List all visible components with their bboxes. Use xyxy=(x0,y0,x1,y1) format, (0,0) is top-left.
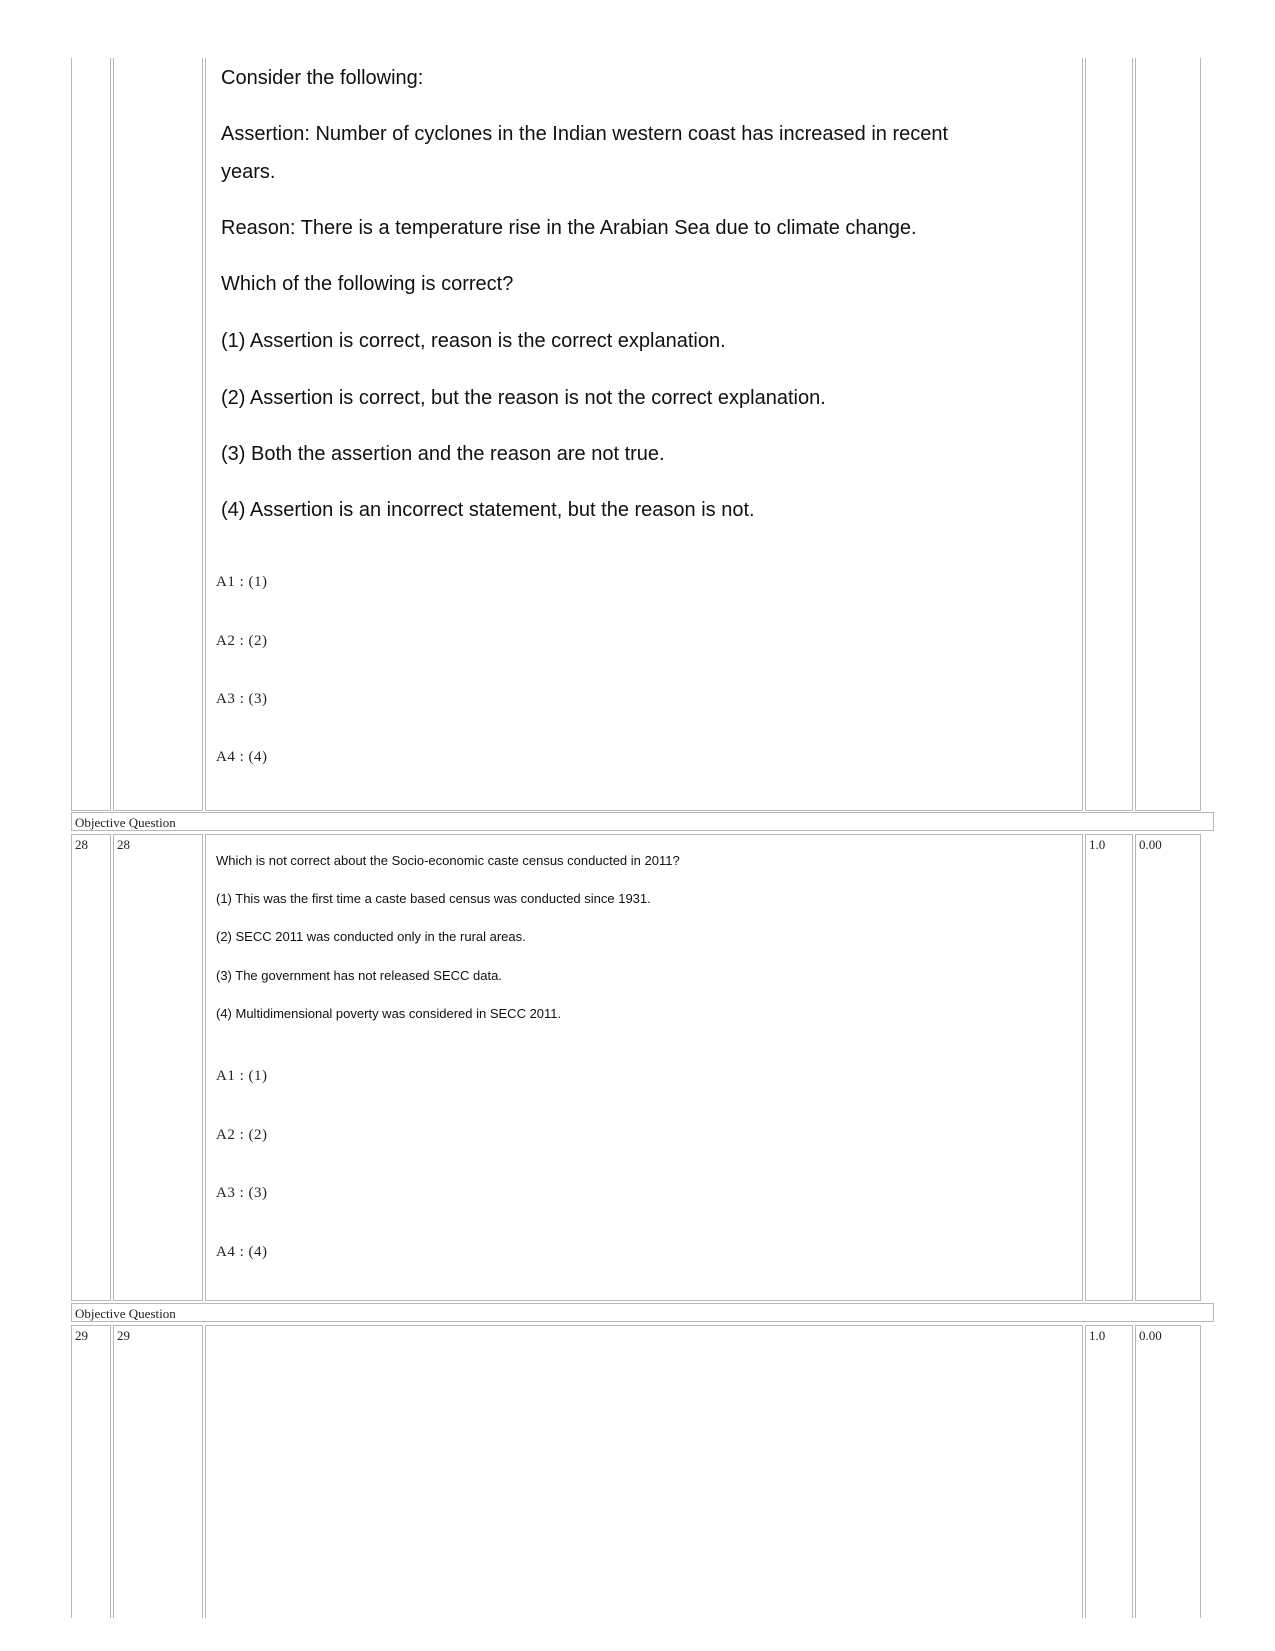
q28-stem: Which is not correct about the Socio-economic caste census conducted in 2011? xyxy=(216,853,680,868)
q27-option-2: (2) Assertion is correct, but the reason is not the correct explanation. xyxy=(221,387,826,409)
section-label-objective-question-2: Objective Question xyxy=(71,1303,1214,1322)
q29-number-cell: 29 xyxy=(113,1325,203,1618)
q27-answer-4: A4 : (4) xyxy=(216,749,268,765)
q27-negative-cell xyxy=(1135,58,1201,811)
q29-serial-cell: 29 xyxy=(71,1325,111,1618)
q27-option-3: (3) Both the assertion and the reason are not true. xyxy=(221,443,665,465)
q27-line-5: Which of the following is correct? xyxy=(221,273,514,295)
q28-marks-cell: 1.0 xyxy=(1085,834,1133,1301)
q27-marks-cell xyxy=(1085,58,1133,811)
q28-option-3: (3) The government has not released SECC data. xyxy=(216,968,502,983)
q27-question-cell xyxy=(205,58,1083,811)
q27-line-3: years. xyxy=(221,161,276,183)
q27-serial-cell xyxy=(71,58,111,811)
q28-answer-2: A2 : (2) xyxy=(216,1127,268,1143)
q28-option-4: (4) Multidimensional poverty was considered in SECC 2011. xyxy=(216,1006,562,1021)
q28-negative-cell: 0.00 xyxy=(1135,834,1201,1301)
q28-serial-cell: 28 xyxy=(71,834,111,1301)
q27-option-4: (4) Assertion is an incorrect statement, but the reason is not. xyxy=(221,499,755,521)
q27-line-2: Assertion: Number of cyclones in the Indian western coast has increased in recent xyxy=(221,123,949,145)
q29-negative-cell: 0.00 xyxy=(1135,1325,1201,1618)
q28-option-1: (1) This was the first time a caste based census was conducted since 1931. xyxy=(216,891,651,906)
q28-answer-4: A4 : (4) xyxy=(216,1244,268,1260)
q27-answer-2: A2 : (2) xyxy=(216,633,268,649)
q27-answer-1: A1 : (1) xyxy=(216,574,268,590)
q27-line-1: Consider the following: xyxy=(221,67,424,89)
q28-answer-1: A1 : (1) xyxy=(216,1068,268,1084)
q28-answer-3: A3 : (3) xyxy=(216,1185,268,1201)
q27-number-cell xyxy=(113,58,203,811)
q28-number-cell: 28 xyxy=(113,834,203,1301)
q27-option-1: (1) Assertion is correct, reason is the correct explanation. xyxy=(221,330,726,352)
q28-option-2: (2) SECC 2011 was conducted only in the rural areas. xyxy=(216,929,526,944)
section-label-objective-question-1: Objective Question xyxy=(71,812,1214,831)
q27-answer-3: A3 : (3) xyxy=(216,691,268,707)
q29-marks-cell: 1.0 xyxy=(1085,1325,1133,1618)
q28-question-cell xyxy=(205,834,1083,1301)
q29-question-cell xyxy=(205,1325,1083,1618)
q27-line-4: Reason: There is a temperature rise in the Arabian Sea due to climate change. xyxy=(221,217,917,239)
